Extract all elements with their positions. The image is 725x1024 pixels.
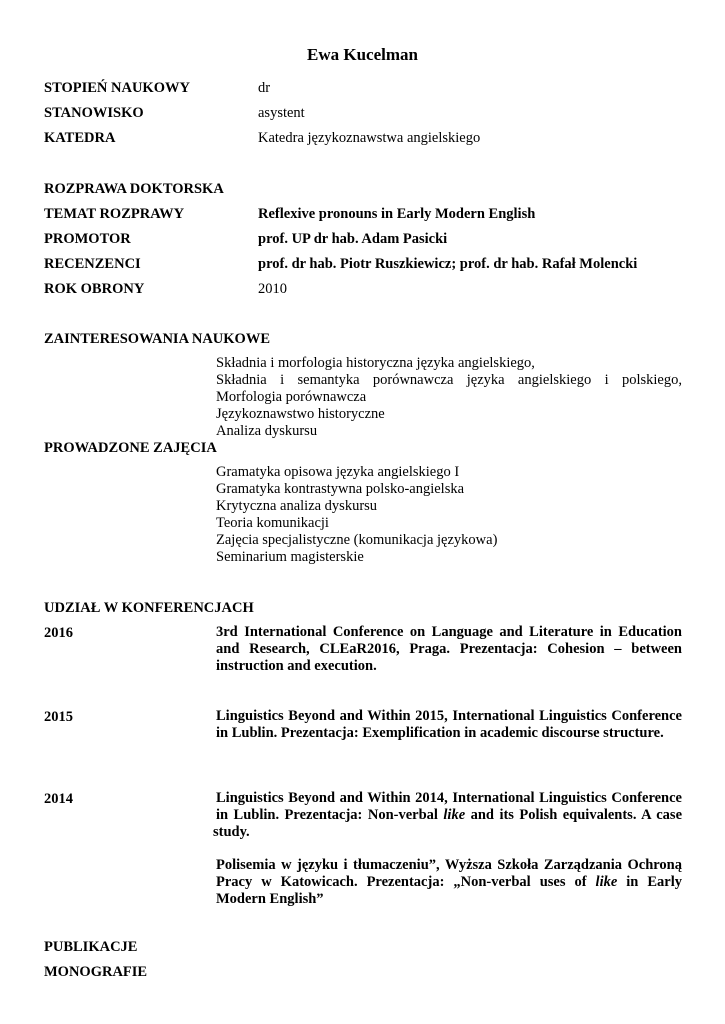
- value-department: Katedra językoznawstwa angielskiego: [258, 130, 481, 146]
- value-thesis-topic: Reflexive pronouns in Early Modern English: [258, 206, 536, 222]
- conference-entry-2015: [216, 708, 682, 742]
- list-item: Językoznawstwo historyczne: [216, 406, 385, 422]
- value-reviewers: prof. dr hab. Piotr Ruszkiewicz; prof. dr hab. Rafał Molencki: [258, 256, 638, 272]
- publications-heading: PUBLIKACJE: [44, 939, 138, 955]
- label-reviewers: RECENZENCI: [44, 256, 141, 272]
- courses-list: [216, 464, 497, 566]
- conference-italic-term: like: [595, 874, 618, 890]
- label-degree: STOPIEŃ NAUKOWY: [44, 80, 190, 96]
- list-item: Gramatyka kontrastywna polsko-angielska: [216, 481, 465, 497]
- label-thesis-topic: TEMAT ROZPRAWY: [44, 206, 185, 222]
- conference-year: 2016: [44, 625, 73, 641]
- label-supervisor: PROMOTOR: [44, 231, 131, 247]
- conference-text: Pracy w Katowicach. Prezentacja: „Non-verbal uses of: [216, 874, 596, 890]
- conference-italic-term: like: [443, 807, 466, 823]
- interests-list: [216, 355, 682, 440]
- dissertation-heading: ROZPRAWA DOKTORSKA: [44, 181, 224, 197]
- list-item: Składnia i morfologia historyczna języka angielskiego,: [216, 355, 535, 371]
- conference-line: 3rd International Conference on Language and Literature in Education: [216, 624, 682, 640]
- label-department: KATEDRA: [44, 130, 116, 146]
- conference-line: Linguistics Beyond and Within 2014, International Linguistics Conference: [216, 790, 682, 806]
- conference-text: in Lublin. Prezentacja: Non-verbal: [216, 807, 444, 823]
- value-defense-year: 2010: [258, 281, 287, 297]
- list-item: Analiza dyskursu: [216, 423, 318, 439]
- conference-line: [216, 807, 682, 824]
- label-defense-year: ROK OBRONY: [44, 281, 145, 297]
- conference-line: [216, 874, 682, 891]
- monographs-heading: MONOGRAFIE: [44, 964, 148, 980]
- conference-year: 2015: [44, 709, 73, 725]
- interests-heading: ZAINTERESOWANIA NAUKOWE: [44, 331, 271, 347]
- conference-line: Polisemia w języku i tłumaczeniu”, Wyższa Szkoła Zarządzania Ochroną: [216, 857, 682, 873]
- list-item: Krytyczna analiza dyskursu: [216, 498, 378, 514]
- label-position: STANOWISKO: [44, 105, 144, 121]
- conference-entry-2016: [216, 624, 682, 675]
- list-item: Składnia i semantyka porównawcza języka angielskiego i polskiego,: [216, 372, 682, 388]
- conference-text: in Early: [617, 874, 682, 890]
- conference-text: and its Polish equivalents. A case: [465, 807, 683, 823]
- conference-line: Linguistics Beyond and Within 2015, International Linguistics Conference: [216, 708, 682, 724]
- value-supervisor: prof. UP dr hab. Adam Pasicki: [258, 231, 448, 247]
- conference-line: instruction and execution.: [216, 658, 377, 674]
- list-item: Zajęcia specjalistyczne (komunikacja językowa): [216, 532, 498, 548]
- conference-year: 2014: [44, 791, 73, 807]
- page-title: Ewa Kucelman: [307, 45, 418, 64]
- list-item: Teoria komunikacji: [216, 515, 329, 531]
- value-position: asystent: [258, 105, 305, 121]
- conference-line: and Research, CLEaR2016, Praga. Prezentacja: Cohesion – between: [216, 641, 682, 657]
- list-item: Morfologia porównawcza: [216, 389, 367, 405]
- conference-line: study.: [213, 824, 250, 840]
- list-item: Seminarium magisterskie: [216, 549, 364, 565]
- conference-entry-2014-b: [216, 857, 682, 908]
- value-degree: dr: [258, 80, 271, 96]
- conference-entry-2014-a: [213, 790, 683, 841]
- list-item: Gramatyka opisowa języka angielskiego I: [216, 464, 460, 480]
- conferences-heading: UDZIAŁ W KONFERENCJACH: [44, 600, 254, 616]
- conference-line: in Lublin. Prezentacja: Exemplification in academic discourse structure.: [216, 725, 664, 741]
- courses-heading: PROWADZONE ZAJĘCIA: [44, 440, 217, 456]
- conference-line: Modern English”: [216, 891, 324, 907]
